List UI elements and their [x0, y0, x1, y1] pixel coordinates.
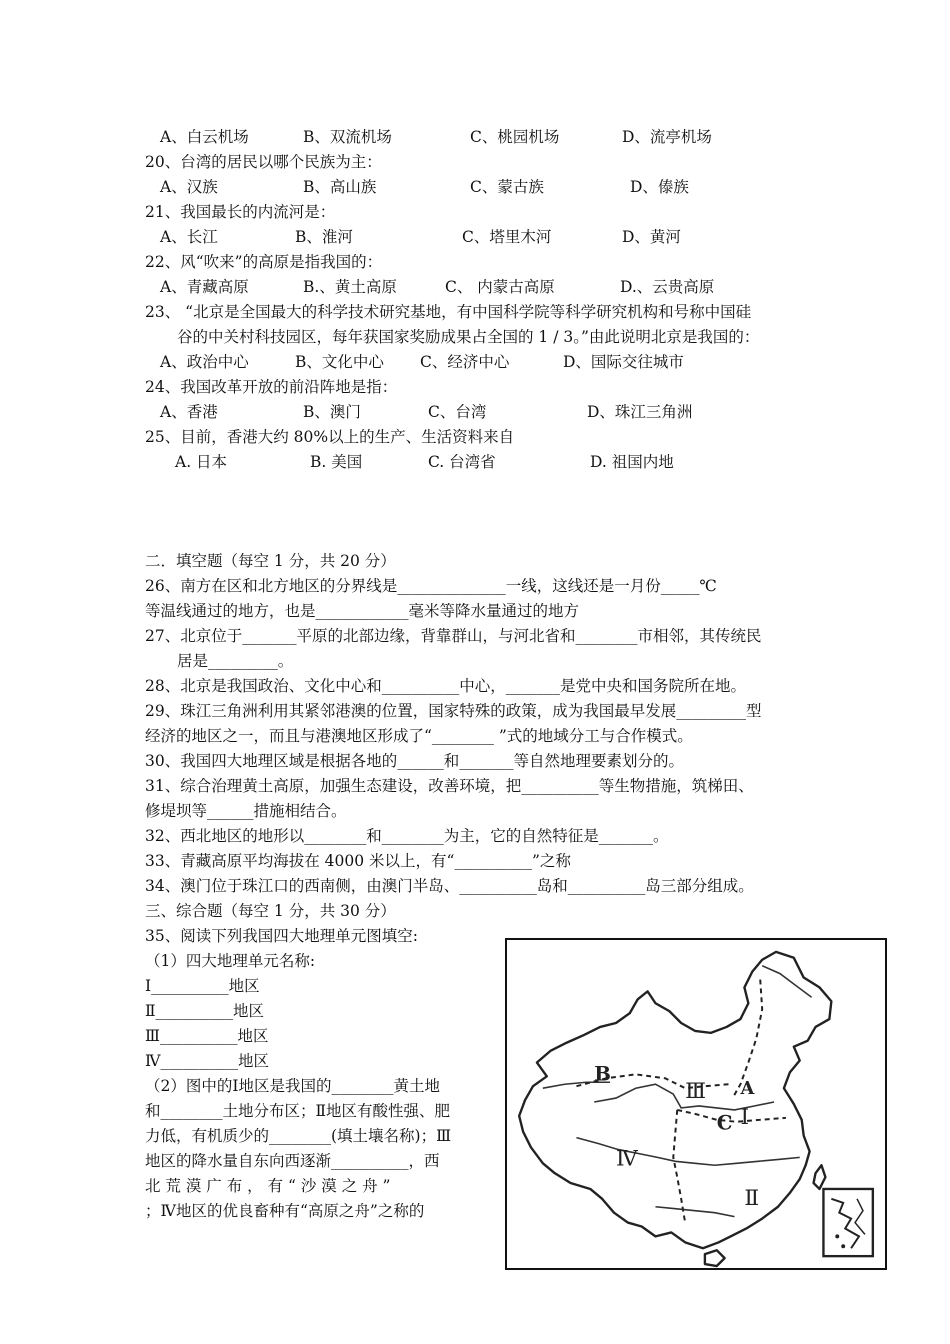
q21-option-c: C、塔里木河 — [462, 228, 552, 246]
q23-option-c: C、经济中心 — [420, 353, 510, 371]
question-35-part-2-line-3: 力低，有机质少的________(填土壤名称)；Ⅲ — [145, 1127, 452, 1145]
q25-option-a: A. 日本 — [175, 453, 228, 471]
q23-option-d: D、国际交往城市 — [563, 353, 684, 371]
question-26-line-1: 26、南方在区和北方地区的分界线是______________一线，这线还是一月份_____℃ — [145, 577, 717, 595]
question-35-part-2-line-1: （2）图中的Ⅰ地区是我国的________黄土地 — [145, 1077, 440, 1095]
region-blank-2: Ⅱ__________地区 — [145, 1002, 265, 1020]
question-28: 28、北京是我国政治、文化中心和__________中心，_______是党中央和国务院所在地。 — [145, 677, 746, 695]
q19-option-a: A、白云机场 — [160, 128, 249, 146]
question-27-line-2: 居是_________。 — [177, 652, 294, 670]
question-24: 24、我国改革开放的前沿阵地是指： — [145, 378, 398, 396]
question-35-part-2-line-4: 地区的降水量自东向西逐渐__________，西 — [145, 1152, 440, 1170]
pearl-river — [655, 1207, 734, 1217]
question-34: 34、澳门位于珠江口的西南侧，由澳门半岛、__________岛和__________岛三部分组成。 — [145, 877, 754, 895]
question-31-line-2: 修堤坝等______措施相结合。 — [145, 802, 347, 820]
q19-option-d: D、流亭机场 — [622, 128, 712, 146]
question-26-line-2: 等温线通过的地方，也是____________毫米等降水量通过的地方 — [145, 602, 580, 620]
q20-option-b: B、高山族 — [303, 178, 377, 196]
q20-option-c: C、蒙古族 — [470, 178, 544, 196]
question-31-line-1: 31、综合治理黄土高原，加强生态建设，改善环境，把__________等生物措施，筑梯田、 — [145, 777, 754, 795]
map-label-a: A — [740, 1078, 755, 1100]
map-label-b: B — [594, 1061, 611, 1086]
map-label-region-2: Ⅱ — [744, 1185, 760, 1211]
region-blank-4: Ⅳ__________地区 — [145, 1052, 269, 1070]
region-blank-3: Ⅲ__________地区 — [145, 1027, 269, 1045]
question-33: 33、青藏高原平均海拔在 4000 米以上，有“__________”之称 — [145, 852, 571, 870]
question-29-line-2: 经济的地区之一，而且与港澳地区形成了“________ ”式的地域分工与合作模式。 — [145, 727, 693, 745]
region-blank-1: Ⅰ__________地区 — [145, 977, 260, 995]
q24-option-d: D、珠江三角洲 — [587, 403, 693, 421]
taiwan-island — [814, 1165, 826, 1189]
q25-option-b: B. 美国 — [310, 453, 363, 471]
question-35-part-2-line-6: ；Ⅳ地区的优良畜种有“高原之舟”之称的 — [145, 1202, 425, 1220]
q24-option-b: B、澳门 — [303, 403, 361, 421]
section-3-heading: 三、综合题（每空 1 分，共 30 分） — [145, 902, 396, 920]
section-2-heading: 二．填空题（每空 1 分，共 20 分） — [145, 552, 396, 570]
question-20: 20、台湾的居民以哪个民族为主： — [145, 153, 382, 171]
map-label-region-1: Ⅰ — [740, 1104, 750, 1130]
map-label-region-4: Ⅳ — [615, 1146, 638, 1172]
q19-option-b: B、双流机场 — [303, 128, 392, 146]
question-25: 25、目前，香港大约 80%以上的生产、生活资料来自 — [145, 428, 515, 446]
q19-option-c: C、桃园机场 — [470, 128, 560, 146]
hainan-island — [705, 1250, 725, 1266]
question-21: 21、我国最长的内流河是： — [145, 203, 336, 221]
map-label-region-3: Ⅲ — [685, 1079, 707, 1105]
south-china-sea-inset — [823, 1189, 872, 1256]
q21-option-d: D、黄河 — [622, 228, 681, 246]
q22-option-b: B.、黄土高原 — [303, 278, 397, 296]
question-23-line-1: 23、 “北京是全国最大的科学技术研究基地，有中国科学院等科学研究机构和号称中国硅 — [145, 303, 752, 321]
q20-option-d: D、傣族 — [630, 178, 689, 196]
q22-option-d: D.、云贵高原 — [620, 278, 715, 296]
q24-option-a: A、香港 — [160, 403, 218, 421]
question-29-line-1: 29、珠江三角洲利用其紧邻港澳的位置，国家特殊的政策，成为我国最早发展_________型 — [145, 702, 762, 720]
question-35-part-2-line-5: 北 荒 漠 广 布 ， 有 “ 沙 漠 之 舟 ” — [145, 1177, 391, 1195]
china-outline-svg — [507, 940, 885, 1268]
question-27-line-1: 27、北京位于_______平原的北部边缘，背靠群山，与河北省和________市相邻，其传统民 — [145, 627, 762, 645]
divide-line-qt — [673, 1110, 685, 1223]
question-35-part-1: （1）四大地理单元名称: — [145, 952, 316, 970]
yangtze-river — [576, 1138, 799, 1166]
question-22: 22、风“吹来”的高原是指我国的： — [145, 253, 383, 271]
q22-option-c: C、 内蒙古高原 — [445, 278, 555, 296]
question-32: 32、西北地区的地形以________和________为主，它的自然特征是_______。 — [145, 827, 669, 845]
q23-option-b: B、文化中心 — [295, 353, 384, 371]
q23-option-a: A、政治中心 — [160, 353, 249, 371]
country-outline — [519, 952, 831, 1248]
q24-option-c: C、台湾 — [428, 403, 487, 421]
question-35: 35、阅读下列我国四大地理单元图填空: — [145, 927, 418, 945]
china-regions-map — [505, 938, 887, 1270]
map-label-c: C — [716, 1110, 733, 1135]
heilong-river — [762, 966, 811, 998]
q20-option-a: A、汉族 — [160, 178, 218, 196]
q25-option-d: D. 祖国内地 — [590, 453, 674, 471]
question-23-line-2: 谷的中关村科技园区，每年获国家奖励成果占全国的 1 / 3。”由此说明北京是我国的： — [177, 328, 760, 346]
q25-option-c: C. 台湾省 — [428, 453, 496, 471]
q21-option-a: A、长江 — [160, 228, 218, 246]
question-30: 30、我国四大地理区域是根据各地的______和_______等自然地理要素划分的。 — [145, 752, 684, 770]
q21-option-b: B、淮河 — [295, 228, 353, 246]
q22-option-a: A、青藏高原 — [160, 278, 249, 296]
question-35-part-2-line-2: 和________土地分布区；Ⅱ地区有酸性强、肥 — [145, 1102, 451, 1120]
